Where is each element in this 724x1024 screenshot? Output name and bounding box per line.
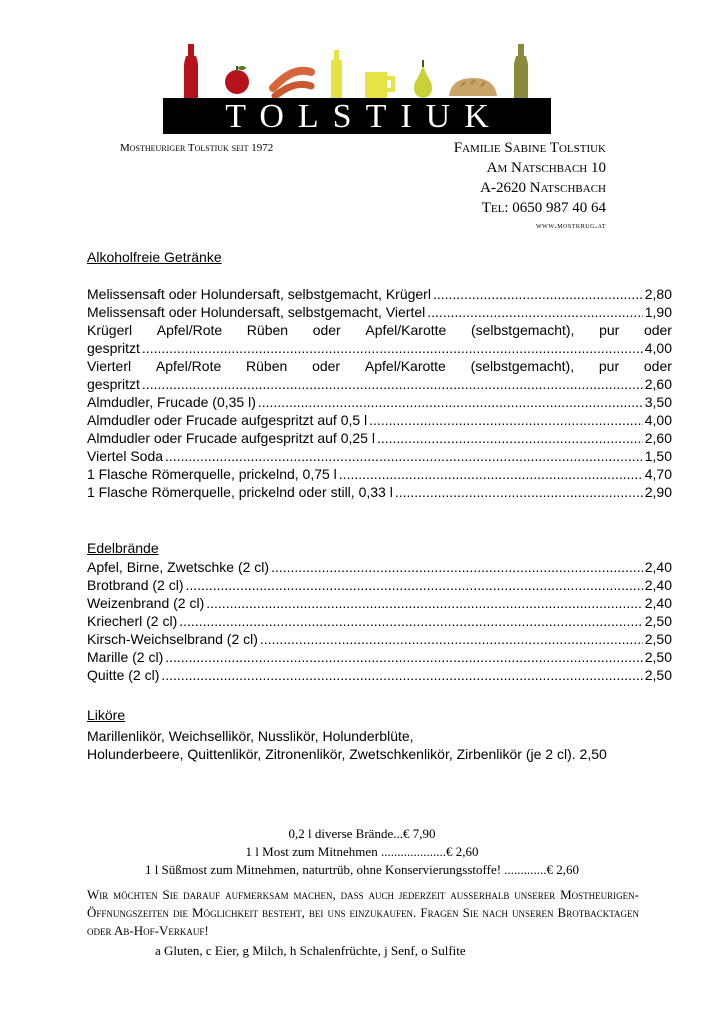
logo-icons bbox=[163, 42, 551, 100]
menu-item bbox=[87, 594, 672, 612]
menu-item-name: Almdudler oder Frucade aufgespritzt auf 0,5 l bbox=[87, 412, 368, 428]
menu-item-name: Viertel Soda bbox=[87, 448, 164, 464]
extra-item: 1 l Most zum Mitnehmen ....................€ 2,60 bbox=[245, 844, 479, 859]
website-link[interactable]: www.mostkrug.at bbox=[536, 220, 606, 230]
address-block bbox=[454, 138, 606, 232]
menu-item-name: 1 Flasche Römerquelle, prickelnd oder still, 0,33 l bbox=[87, 484, 393, 500]
address-line: A-2620 Natschbach bbox=[480, 180, 606, 196]
menu-item bbox=[87, 411, 672, 429]
menu-item-price: 2,50 bbox=[644, 631, 672, 647]
menu-item-name: Kriecherl (2 cl) bbox=[87, 613, 178, 629]
menu-item bbox=[87, 393, 672, 411]
brandies-list bbox=[87, 558, 672, 684]
leader-dots bbox=[142, 375, 643, 393]
menu-item-name: Brotbrand (2 cl) bbox=[87, 577, 184, 593]
menu-item bbox=[87, 576, 672, 594]
menu-item-line: Vierterl Apfel/Rote Rüben oder Apfel/Karotte (selbstgemacht), pur oder bbox=[87, 358, 672, 374]
menu-item bbox=[87, 339, 672, 357]
softdrinks-list bbox=[87, 285, 672, 501]
bread-icon bbox=[449, 78, 497, 96]
menu-item-price: 2,60 bbox=[644, 430, 672, 446]
phone-line: Tel: 0650 987 40 64 bbox=[481, 200, 606, 216]
menu-item bbox=[87, 285, 672, 303]
leader-dots bbox=[179, 612, 643, 630]
menu-item-price: 1,90 bbox=[644, 304, 672, 320]
leader-dots bbox=[142, 339, 643, 357]
menu-item bbox=[87, 612, 672, 630]
pear-icon bbox=[414, 60, 432, 98]
menu-item-price: 1,50 bbox=[644, 448, 672, 464]
liqueur-line: Marillenlikör, Weichsellikör, Nusslikör, Holunderblüte, bbox=[87, 728, 414, 744]
menu-item bbox=[87, 303, 672, 321]
allergen-legend: a Gluten, c Eier, g Milch, h Schalenfrüchte, j Senf, o Sulfite bbox=[155, 943, 466, 958]
leader-dots bbox=[271, 558, 643, 576]
leader-dots bbox=[339, 465, 643, 483]
leader-dots bbox=[260, 630, 643, 648]
menu-item-name: Melissensaft oder Holundersaft, selbstgemacht, Krügerl bbox=[87, 286, 431, 302]
address-line: Familie Sabine Tolstiuk bbox=[453, 140, 606, 156]
bottle-olive-icon bbox=[514, 44, 528, 98]
apple-icon bbox=[225, 66, 249, 94]
menu-item-name: 1 Flasche Römerquelle, prickelnd, 0,75 l bbox=[87, 466, 337, 482]
leader-dots bbox=[161, 666, 642, 684]
sausage-icon bbox=[273, 71, 311, 96]
menu-item-price: 3,50 bbox=[644, 394, 672, 410]
extra-item: 1 l Süßmost zum Mitnehmen, naturtrüb, ohne Konservierungsstoffe! .............€ 2,60 bbox=[144, 862, 580, 877]
menu-item-price: 4,00 bbox=[644, 340, 672, 356]
menu-item-price: 2,40 bbox=[644, 595, 672, 611]
mug-icon bbox=[365, 72, 393, 98]
menu-item-line: Krügerl Apfel/Rote Rüben oder Apfel/Karotte (selbstgemacht), pur oder bbox=[87, 322, 672, 338]
menu-item-name: Marille (2 cl) bbox=[87, 649, 164, 665]
leader-dots bbox=[369, 411, 643, 429]
leader-dots bbox=[206, 594, 643, 612]
menu-item-name: gespritzt bbox=[87, 376, 140, 392]
menu-item bbox=[87, 465, 672, 483]
section-title-liqueurs: Liköre bbox=[87, 707, 126, 723]
bottle-yellow-icon bbox=[331, 50, 342, 98]
logo bbox=[163, 42, 551, 134]
menu-item bbox=[87, 375, 672, 393]
menu-item-name: Almdudler oder Frucade aufgespritzt auf 0,25 l bbox=[87, 430, 375, 446]
tagline: Mostheuriger Tolstiuk seit 1972 bbox=[120, 142, 274, 154]
leader-dots bbox=[165, 648, 643, 666]
extras-list bbox=[0, 825, 724, 879]
shopping-notice: Wir möchten Sie darauf aufmerksam machen, dass auch jederzeit ausserhalb unserer Mostheurigen-Öffnungszeiten die Möglichkeit besteht, bei uns einzukaufen. Fragen Sie nach unseren Brotbacktagen oder Ab-Hof-Verkauf! bbox=[87, 887, 639, 938]
menu-item-name: Weizenbrand (2 cl) bbox=[87, 595, 205, 611]
leader-dots bbox=[433, 285, 643, 303]
menu-item-price: 2,90 bbox=[644, 484, 672, 500]
liqueur-price: 2,50 bbox=[579, 746, 607, 762]
menu-item-price: 2,50 bbox=[644, 649, 672, 665]
menu-item-name: Almdudler, Frucade (0,35 l) bbox=[87, 394, 256, 410]
menu-item bbox=[87, 666, 672, 684]
leader-dots bbox=[258, 393, 643, 411]
extra-item: 0,2 l diverse Brände...€ 7,90 bbox=[288, 826, 436, 841]
section-title-brandies: Edelbrände bbox=[87, 540, 159, 556]
leader-dots bbox=[427, 303, 643, 321]
menu-item-name: Melissensaft oder Holundersaft, selbstgemacht, Viertel bbox=[87, 304, 426, 320]
leader-dots bbox=[377, 429, 643, 447]
menu-item-name: gespritzt bbox=[87, 340, 140, 356]
menu-item-name: Kirsch-Weichselbrand (2 cl) bbox=[87, 631, 258, 647]
menu-item-price: 2,80 bbox=[644, 286, 672, 302]
leader-dots bbox=[395, 483, 643, 501]
menu-item-name: Quitte (2 cl) bbox=[87, 667, 160, 683]
menu-item-name: Apfel, Birne, Zwetschke (2 cl) bbox=[87, 559, 270, 575]
menu-item bbox=[87, 630, 672, 648]
liqueur-line: Holunderbeere, Quittenlikör, Zitronenlikör, Zwetschkenlikör, Zirbenlikör (je 2 cl). 2,50 bbox=[87, 746, 607, 762]
bottle-red-icon bbox=[184, 44, 198, 98]
liqueur-list bbox=[87, 727, 607, 763]
menu-item-price: 2,50 bbox=[644, 613, 672, 629]
leader-dots bbox=[165, 447, 643, 465]
leader-dots bbox=[185, 576, 642, 594]
menu-item bbox=[87, 447, 672, 465]
menu-item-price: 2,40 bbox=[644, 577, 672, 593]
menu-item-price: 2,50 bbox=[644, 667, 672, 683]
menu-item bbox=[87, 429, 672, 447]
brand-name: TOLSTIUK bbox=[225, 98, 503, 135]
menu-item bbox=[87, 648, 672, 666]
menu-item bbox=[87, 483, 672, 501]
menu-item-price: 4,70 bbox=[644, 466, 672, 482]
menu-item bbox=[87, 558, 672, 576]
section-title-softdrinks: Alkoholfreie Getränke bbox=[87, 249, 222, 265]
menu-item-price: 2,40 bbox=[644, 559, 672, 575]
menu-item-price: 2,60 bbox=[644, 376, 672, 392]
address-line: Am Natschbach 10 bbox=[486, 160, 606, 176]
menu-item-price: 4,00 bbox=[644, 412, 672, 428]
